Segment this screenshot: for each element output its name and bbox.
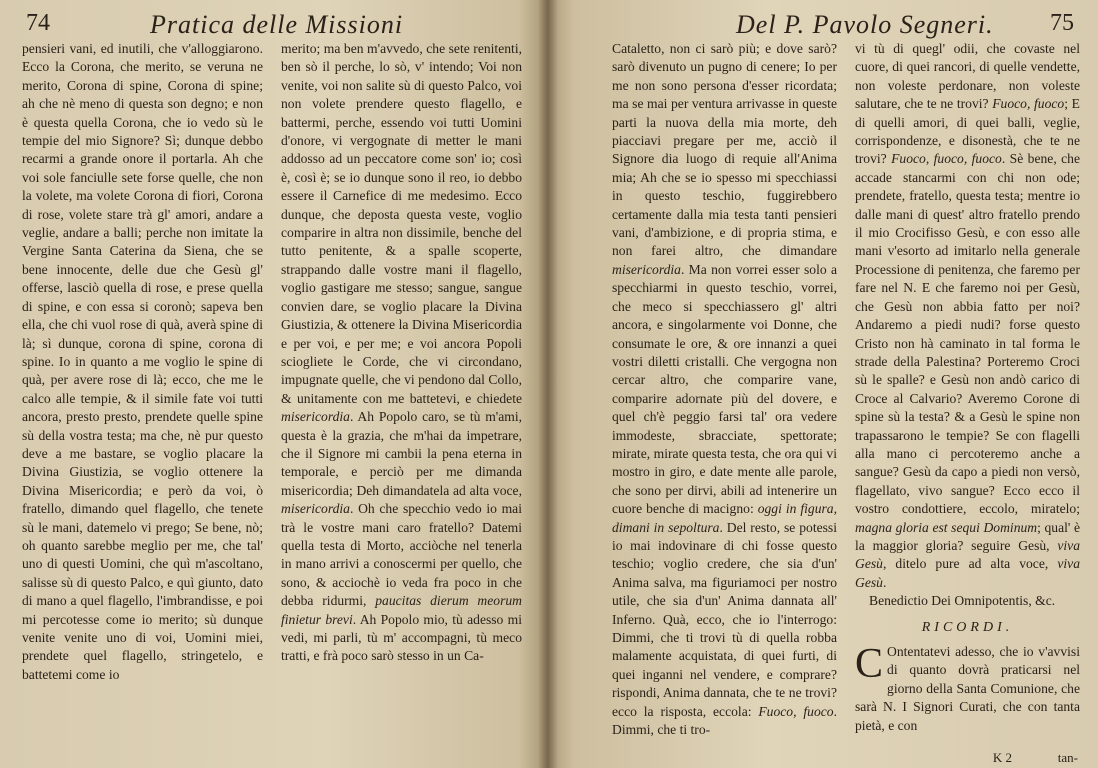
text-run: Cataletto, non ci sarò più; e dove sarò? sarò divenuto un pugno di cenere; Io per me non sono persona d'esser ricordata; ma se mai per ventura arrivasse in queste parti la nuova della mia morte, deh piacciavi pregare per me, acciò il Signore dia luogo di requie all'Anima mia; Ah che se io spesso mi specchiassi in questo teschio, fuggirebbero certamente dalla mia testa tanti pensieri vani, d'ambizione, e di propria stima, e non farei altro, che dimandare bbox=[612, 41, 837, 259]
text-column-1 bbox=[22, 40, 263, 768]
text-run: . bbox=[882, 574, 887, 590]
running-title: Pratica delle Missioni bbox=[150, 10, 404, 39]
text-columns bbox=[22, 40, 522, 768]
paragraph: pensieri vani, ed inutili, che v'alloggiarono. Ecco la Corona, che merito, se veruna ne merito, Corona di spine, Corona di spine; ah che nè meno di questa son degno; e non è questa quella Corona, che io vedo sù le tempie del mio Signore? Sì; dunque debbo recarmi a grande onore il portarla. Ah che voi sole fanciulle sete forse quelle, che non la volete, ma volete Corona di fiori, Corona di rose, volete stare trà gl' amori, andare a veglie, andare a balli; perche non imitate la Vergine Santa Caterina da Siena, che se bene innocente, delle due che Gesù gl' offerse, lasciò quella di rose, e prese quella di spine, e con essa si coronò; sapeva ben ella, che chi vuol rose di quà, averà spine di là; sì dunque, corona di spine, corona di spine. Io in quanto a me voglio le spine di quà, per avere rose di là; ecco, che me le calco alle tempie, & il simile fate voi tutti ancora, presto presto, prendete quelle spine sù della vostra testa; ma che, nè pur questo deve a me bastare, se voglio placare la Divina Giustizia, se voglio ottenere la Divina Misericordia; e però da voi, ò fratello, dimando quel flagello, che tenete sù le mani, datemelo vi prego; Se bene, nò; oh quanto sarebbe meglio per me, che tal' uno di questi Uomini, che quì m'ascoltano, salisse sù di questo Palco, e quì giunto, dato di mano a quel flagello, l'imbrandisse, e poi mi percotesse come io merito; sù dunque venite venite uno di voi, Uomini miei, prendete quel flagello, stringetelo, e battetemi come io bbox=[22, 41, 263, 682]
text-run: . Ah Popolo caro, se tù m'ami, questa è la grazia, che m'hai da impetrare, che il Signore mi cambii la pena eterna in temporale, e perciò per me dimanda misericordia; Deh dimandatela ad alta voce, bbox=[281, 409, 522, 498]
text-run: . Dimmi, che ti tro- bbox=[612, 703, 837, 738]
italic-phrase: oggi in figura, dimani in sepoltura bbox=[612, 501, 837, 535]
italic-phrase: viva Gesù bbox=[855, 537, 1080, 572]
text-run: . Oh che specchio vedo io mai trà le vostre mani caro fratello? Datemi quella testa di Morto, acciòche nel tenerla in mano arrivi a conoscermi per quello, che sono, & acciochè io veda fra poco in che debba ridurmi, bbox=[281, 501, 522, 609]
italic-phrase: Fuoco, fuoco bbox=[758, 703, 834, 719]
paragraph bbox=[281, 40, 522, 666]
text-column-1 bbox=[612, 40, 837, 768]
text-run: . Del resto, se potessi io mai indovinare di chi fosse questo teschio; voglio credere, che sia d'un' Anima salva, ma figuriamoci per nostro utile, che sia d'un' Anima dannata all' Inferno. Quà, ecco, che io l'interrogo: Dimmi, che ti trovi tù di quella robba malamente acquistata, di quei furti, di quei inganni nel vendere, e comprare? rispondi, Anima dannata, che te ne trovi? ecco la risposta, eccola: bbox=[612, 519, 837, 719]
text-run: . Sè bene, che accade stancarmi con chi non ode; prendete, fratello, questa testa; mentre io dalle mani di quest' altro fratello prendo il mio Crocifisso Gesù, e con esso alle mani v'esorto ad imitarlo nella generale Processione di penitenza, che faremo per fare nel N. E che faremo noi per Gesù, che Gesù non abbia fatto per noi? Andaremo a piedi nudi? forse questo Cristo non hà caminato in tal forma le strade della Palestina? Porteremo Croci sù le spalle? e Gesù non andò carico di Croce al Calvario? Averemo Corone di spine sù la testa? & a Gesù le spine non trapassarono le tempie? Se con flagelli alla mano ci percoteremo anche a sangue? Gesù da capo a piedi non versò, flagellato, vivo sangue? Ecco ecco il vostro condottiere, eccolo, miratelo; bbox=[855, 151, 1080, 517]
catchword: tan- bbox=[1057, 750, 1078, 765]
text-run: . Ah Popolo mio, tù adesso mi vedi, mi parli, tù m' accompagni, tù meco tratti, e frà poco sarò stesso in un Ca- bbox=[281, 611, 522, 664]
left-page-header bbox=[0, 10, 546, 40]
text-columns bbox=[612, 40, 1080, 768]
right-page bbox=[546, 0, 1098, 768]
italic-phrase: Fuoco, fuoco, fuoco bbox=[891, 151, 1002, 167]
italic-phrase: paucitas dierum meorum finietur brevi bbox=[281, 593, 522, 627]
section-heading: RICORDI. bbox=[921, 619, 1014, 635]
paragraph bbox=[855, 40, 1080, 592]
italic-phrase: Fuoco, fuoco bbox=[992, 96, 1065, 112]
text-run: . Ma non vorrei esser solo a specchiarmi in questo teschio, vorrei, che meco si specchiassero gl' altri ancora, e singolarmente voi Donne, che consumate le ore, & ore innanzi a quei vostri diletti cristalli. Che vergogna non cercar altro, che comparire vane, comparire adornate più del dovere, e quel ch'è peggio farsi tal' ora vedere immodeste, sbracciate, spettorate; mirate, mirate questa testa, che ora qui vi mostro in giro, e date mente alle parole, che sono per dirvi, abili ad intenerire un cuore benche di macigno: bbox=[612, 261, 837, 517]
italic-phrase: misericordia bbox=[612, 261, 681, 277]
italic-phrase: misericordia bbox=[281, 501, 350, 517]
right-page-header bbox=[546, 10, 1098, 40]
paragraph bbox=[855, 643, 1080, 735]
page-number: 75 bbox=[1050, 10, 1074, 36]
italic-phrase: magna gloria est sequi Dominum bbox=[855, 519, 1038, 535]
text-run: , ditelo pure ad alta voce, bbox=[882, 556, 1049, 572]
text-run: ; qual' è la maggior gloria? seguire Gesù, bbox=[855, 519, 1080, 553]
left-page bbox=[0, 0, 546, 768]
signature-mark: K 2 bbox=[992, 750, 1012, 765]
benediction: Benedictio Dei Omnipotentis, &c. bbox=[869, 593, 1056, 609]
text-run: merito; ma ben m'avvedo, che sete renitenti, ben sò il perche, lo sò, v' intendo; Voi non venite, voi non salite sù di questo Palco, voi non volete prendere questo flagello, e battermi, perche, essendo voi tutti Uomini d'onore, vi vergognate di metter le mani addosso ad un peccatore come son' io; così è, così è; se io dunque sono il reo, io debbo essere il Carnefice di me medesimo. Ecco dunque, che deposta questa veste, voglio comparire in altra non dissimile, benche del tutto penitente, & a spalle scoperte, strappando dalle vostre mani il flagello, voglio gastigare me stesso; sangue, sangue convien dare, se voglio placare la Divina Giustizia, & ottenere la Divina Misericordia e per voi, e per me; e voi ancora Popoli sciogliete le Corde, che vi circondano, impugnate quelle, che vi pendono dal Collo, & unitamente con me battetevi, e chiedete bbox=[281, 41, 522, 406]
drop-cap: C bbox=[855, 641, 884, 687]
italic-phrase: misericordia bbox=[281, 409, 350, 425]
page-number: 74 bbox=[26, 10, 50, 36]
text-column-2 bbox=[281, 40, 522, 768]
paragraph bbox=[612, 40, 837, 739]
text-run: ; E di quelli amori, di quei balli, veglie, corrispondenze, e disonestà, che te ne trovi? bbox=[855, 96, 1080, 167]
italic-phrase: viva Gesù bbox=[855, 556, 1080, 590]
text-column-2 bbox=[855, 40, 1080, 768]
text-run: vi tù di quegl' odii, che covaste nel cuore, di quei rancori, di quelle vendette, non voleste perdonare, non voleste salutare, che te ne trovi? bbox=[855, 41, 1080, 112]
running-title: Del P. Pavolo Segneri. bbox=[736, 10, 994, 39]
text-run: Ontentatevi adesso, che io v'avvisi di quanto dovrà praticarsi nel giorno della Santa Comunione, che sarà N. I Signori Curati, che con tanta pietà, e con bbox=[855, 644, 1080, 733]
